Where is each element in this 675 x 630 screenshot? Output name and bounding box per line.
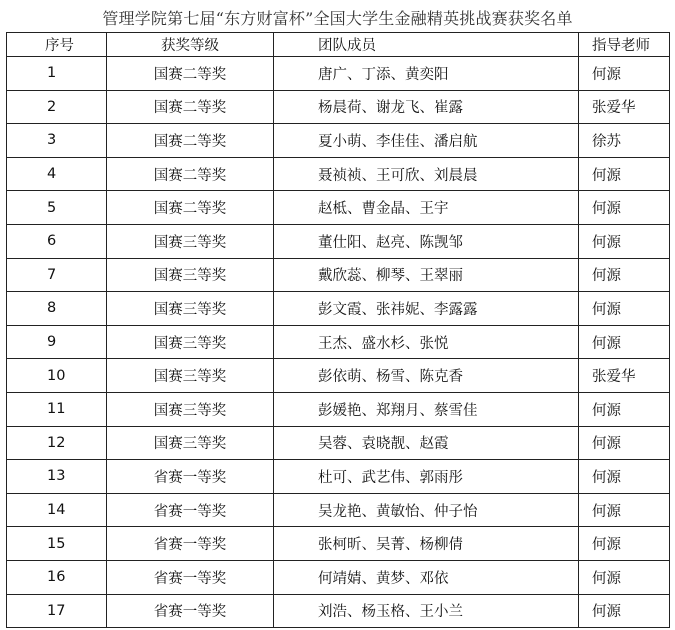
table-row (7, 560, 670, 594)
cell-award-level: 省赛一等奖 (107, 460, 274, 494)
cell-advisor: 何源 (579, 527, 670, 561)
cell-advisor: 何源 (579, 224, 670, 258)
cell-advisor: 何源 (579, 191, 670, 225)
cell-team-members: 彭依萌、杨雪、陈克香 (274, 359, 579, 393)
cell-number: 2 (7, 90, 107, 124)
cell-award-level: 国赛二等奖 (107, 90, 274, 124)
cell-team-members: 何靖婧、黄梦、邓依 (274, 560, 579, 594)
table-row (7, 527, 670, 561)
cell-team-members: 杜可、武艺伟、郭雨彤 (274, 460, 579, 494)
cell-team-members: 王杰、盛水杉、张悦 (274, 325, 579, 359)
cell-team-members: 董仕阳、赵亮、陈觊邹 (274, 224, 579, 258)
cell-team-members: 刘浩、杨玉格、王小兰 (274, 594, 579, 628)
cell-number: 17 (7, 594, 107, 628)
cell-team-members: 唐广、丁添、黄奕阳 (274, 57, 579, 91)
cell-number: 14 (7, 493, 107, 527)
cell-award-level: 省赛一等奖 (107, 594, 274, 628)
cell-advisor: 何源 (579, 594, 670, 628)
table-row (7, 594, 670, 628)
header-number: 序号 (7, 33, 107, 57)
page-title: 管理学院第七届“东方财富杯”全国大学生金融精英挑战赛获奖名单 (102, 9, 573, 28)
cell-team-members: 聂祯祯、王可欣、刘晨晨 (274, 157, 579, 191)
cell-number: 5 (7, 191, 107, 225)
table-row (7, 359, 670, 393)
header-advisor: 指导老师 (579, 33, 670, 57)
cell-advisor: 张爱华 (579, 359, 670, 393)
cell-number: 3 (7, 124, 107, 158)
cell-number: 16 (7, 560, 107, 594)
cell-award-level: 国赛三等奖 (107, 392, 274, 426)
cell-award-level: 国赛三等奖 (107, 359, 274, 393)
award-table (6, 32, 670, 628)
table-row (7, 90, 670, 124)
cell-advisor: 何源 (579, 258, 670, 292)
cell-award-level: 省赛一等奖 (107, 493, 274, 527)
table-body (7, 57, 670, 628)
cell-advisor: 何源 (579, 426, 670, 460)
cell-award-level: 国赛三等奖 (107, 292, 274, 326)
cell-team-members: 赵柢、曹金晶、王宇 (274, 191, 579, 225)
header-award-level: 获奖等级 (107, 33, 274, 57)
cell-team-members: 戴欣蕊、柳琴、王翠丽 (274, 258, 579, 292)
cell-advisor: 何源 (579, 57, 670, 91)
cell-advisor: 徐苏 (579, 124, 670, 158)
cell-award-level: 国赛三等奖 (107, 426, 274, 460)
table-row (7, 191, 670, 225)
cell-team-members: 吴龙艳、黄敏怡、仲子怡 (274, 493, 579, 527)
table-row (7, 224, 670, 258)
cell-award-level: 国赛三等奖 (107, 224, 274, 258)
cell-number: 6 (7, 224, 107, 258)
cell-number: 10 (7, 359, 107, 393)
table-row (7, 292, 670, 326)
cell-number: 7 (7, 258, 107, 292)
cell-award-level: 国赛三等奖 (107, 258, 274, 292)
cell-team-members: 杨晨荷、谢龙飞、崔露 (274, 90, 579, 124)
cell-award-level: 国赛二等奖 (107, 124, 274, 158)
cell-award-level: 国赛三等奖 (107, 325, 274, 359)
header-team-members: 团队成员 (274, 33, 579, 57)
cell-advisor: 何源 (579, 157, 670, 191)
cell-number: 4 (7, 157, 107, 191)
table-row (7, 258, 670, 292)
cell-number: 11 (7, 392, 107, 426)
cell-award-level: 国赛二等奖 (107, 57, 274, 91)
cell-team-members: 吴蓉、袁晓靓、赵霞 (274, 426, 579, 460)
cell-number: 8 (7, 292, 107, 326)
cell-number: 1 (7, 57, 107, 91)
table-row (7, 325, 670, 359)
table-header-row (7, 33, 670, 57)
cell-advisor: 何源 (579, 392, 670, 426)
cell-team-members: 彭媛艳、郑翔月、蔡雪佳 (274, 392, 579, 426)
cell-award-level: 国赛二等奖 (107, 191, 274, 225)
cell-award-level: 国赛二等奖 (107, 157, 274, 191)
cell-advisor: 何源 (579, 292, 670, 326)
cell-team-members: 彭文霞、张祎妮、李露露 (274, 292, 579, 326)
cell-number: 12 (7, 426, 107, 460)
cell-team-members: 夏小萌、李佳佳、潘启航 (274, 124, 579, 158)
cell-advisor: 张爱华 (579, 90, 670, 124)
table-row (7, 426, 670, 460)
cell-number: 15 (7, 527, 107, 561)
table-row (7, 57, 670, 91)
table-row (7, 493, 670, 527)
cell-advisor: 何源 (579, 560, 670, 594)
cell-award-level: 省赛一等奖 (107, 560, 274, 594)
table-row (7, 124, 670, 158)
cell-team-members: 张柯昕、吴菁、杨柳倩 (274, 527, 579, 561)
cell-advisor: 何源 (579, 460, 670, 494)
cell-number: 13 (7, 460, 107, 494)
cell-advisor: 何源 (579, 493, 670, 527)
table-row (7, 157, 670, 191)
cell-award-level: 省赛一等奖 (107, 527, 274, 561)
table-row (7, 392, 670, 426)
cell-advisor: 何源 (579, 325, 670, 359)
table-row (7, 460, 670, 494)
cell-number: 9 (7, 325, 107, 359)
